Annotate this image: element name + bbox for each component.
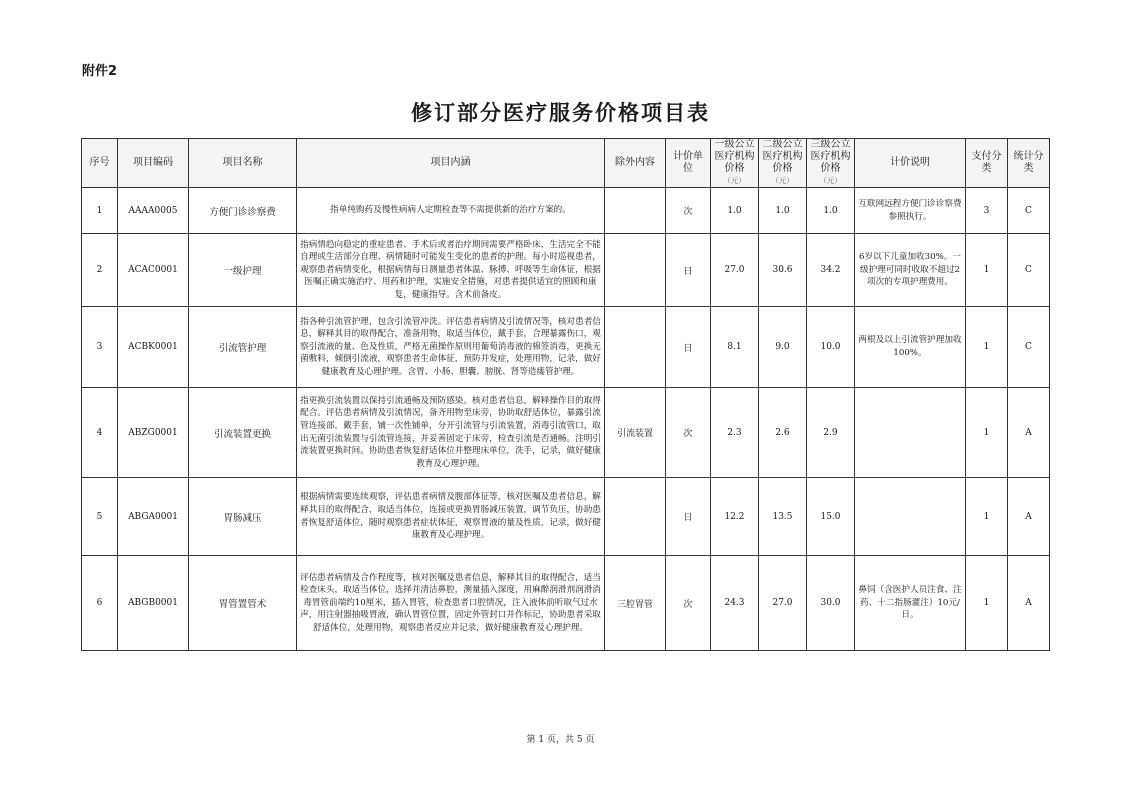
cell-price1: 2.3: [711, 388, 759, 478]
cell-note: 鼻饲（含医护人员注食、注药、十二指肠灌注）10元/日。: [855, 556, 966, 651]
cell-price1: 24.3: [711, 556, 759, 651]
price-table: [81, 138, 1050, 651]
cell-code: AAAA0005: [118, 188, 189, 234]
cell-note: [855, 388, 966, 478]
header-price2-label: 二级公立医疗机构价格: [762, 139, 803, 174]
cell-price2: 9.0: [759, 307, 807, 388]
cell-seq: 1: [82, 188, 118, 234]
header-stat: 统计分类: [1008, 139, 1050, 188]
cell-exclude: [605, 478, 666, 556]
header-price1: [711, 139, 759, 188]
cell-exclude: 引流装置: [605, 388, 666, 478]
page-footer: 第 1 页，共 5 页: [526, 735, 595, 745]
cell-unit: 次: [666, 388, 711, 478]
cell-price3: 10.0: [807, 307, 855, 388]
cell-name: 方便门诊诊察费: [189, 188, 297, 234]
cell-pay: 1: [966, 478, 1008, 556]
cell-code: ACAC0001: [118, 234, 189, 307]
cell-name: 一级护理: [189, 234, 297, 307]
cell-seq: 6: [82, 556, 118, 651]
cell-name: 胃管置管术: [189, 556, 297, 651]
cell-name: 胃肠减压: [189, 478, 297, 556]
cell-price2: 13.5: [759, 478, 807, 556]
cell-price1: 27.0: [711, 234, 759, 307]
table-row: [82, 307, 1050, 388]
header-exclude: 除外内容: [605, 139, 666, 188]
cell-content: 评估患者病情及合作程度等，核对医嘱及患者信息，解释其目的取得配合，适当检查床头，取适当体位，选择并清洁鼻腔，测量插入深度，用麻醉润滑剂润滑消毒胃管前端约10厘米，插入胃管，检查患者口腔情况，注入液体前听取气过水声，用注射器抽吸胃液，确认胃管位置，固定外管封口并作标记，协助患者采取舒适体位，处理用物，观察患者反应并记录，做好健康教育及心理护理。: [297, 556, 605, 651]
cell-pay: 1: [966, 307, 1008, 388]
header-pay: 支付分类: [966, 139, 1008, 188]
header-unit: 计价单位: [666, 139, 711, 188]
header-price2-unit: （元）: [771, 176, 794, 185]
cell-content: 指各种引流管护理，包含引流管冲洗。评估患者病情及引流情况等，核对患者信息，解释其目的取得配合，准备用物，取适当体位，戴手套，合理暴露伤口，观察引流液的量、色及性质，严格无菌操作原则用葡萄消毒液的棉签消毒，更换无菌敷料，倾倒引流液，观察患者生命体征，预防并发症，处理用物，记录，做好健康教育及心理护理。含胃、小肠、胆囊、膀胱、肾等造瘘管护理。: [297, 307, 605, 388]
table-row: [82, 388, 1050, 478]
cell-price2: 2.6: [759, 388, 807, 478]
cell-pay: 1: [966, 234, 1008, 307]
cell-pay: 3: [966, 188, 1008, 234]
cell-exclude: [605, 234, 666, 307]
header-price1-label: 一级公立医疗机构价格: [714, 139, 755, 174]
cell-content: 指病情趋向稳定的重症患者、手术后或者治疗期间需要严格卧床、生活完全不能自理或生活部分自理、病情随时可能发生变化的患者的护理。每小时巡视患者，观察患者病情变化，根据病情每日测量患者体温、脉搏、呼吸等生命体征，根据医嘱正确实施治疗、用药和护理，实施安全措施，对患者提供适宜的照顾和康复，健康指导。含术前备皮。: [297, 234, 605, 307]
header-price3: [807, 139, 855, 188]
header-row: [82, 139, 1050, 188]
cell-price1: 8.1: [711, 307, 759, 388]
cell-seq: 5: [82, 478, 118, 556]
header-note: 计价说明: [855, 139, 966, 188]
cell-unit: 次: [666, 188, 711, 234]
cell-seq: 2: [82, 234, 118, 307]
cell-code: ACBK0001: [118, 307, 189, 388]
cell-content: 指单纯购药及慢性病病人定期检查等不需提供新的治疗方案的。: [297, 188, 605, 234]
cell-content: 根据病情需要连续观察，评估患者病情及腹部体征等，核对医嘱及患者信息，解释其目的取得配合，取适当体位，连接或更换胃肠减压装置，调节负压，协助患者恢复舒适体位，随时观察患者症状体征，观察胃液的量及性质，记录，做好健康教育及心理护理。: [297, 478, 605, 556]
cell-exclude: [605, 188, 666, 234]
header-code: 项目编码: [118, 139, 189, 188]
attachment-label: 附件2: [82, 64, 118, 79]
cell-price2: 30.6: [759, 234, 807, 307]
header-price3-unit: （元）: [819, 176, 842, 185]
cell-stat: A: [1008, 388, 1050, 478]
cell-exclude: 三腔胃管: [605, 556, 666, 651]
cell-price1: 1.0: [711, 188, 759, 234]
table-row: [82, 234, 1050, 307]
cell-code: ABZG0001: [118, 388, 189, 478]
cell-pay: 1: [966, 388, 1008, 478]
cell-note: 两根及以上引流管护理加收100%。: [855, 307, 966, 388]
header-price1-unit: （元）: [723, 176, 746, 185]
cell-unit: 日: [666, 478, 711, 556]
cell-price3: 15.0: [807, 478, 855, 556]
cell-unit: 次: [666, 556, 711, 651]
cell-exclude: [605, 307, 666, 388]
cell-unit: 日: [666, 234, 711, 307]
cell-code: ABGB0001: [118, 556, 189, 651]
header-price2: [759, 139, 807, 188]
cell-note: 6岁以下儿童加收30%。一级护理可同时收取不超过2项次的专项护理费用。: [855, 234, 966, 307]
cell-pay: 1: [966, 556, 1008, 651]
cell-price1: 12.2: [711, 478, 759, 556]
cell-name: 引流装置更换: [189, 388, 297, 478]
table-row: [82, 478, 1050, 556]
page-title: 修订部分医疗服务价格项目表: [411, 101, 710, 125]
header-price3-label: 三级公立医疗机构价格: [810, 139, 851, 174]
cell-note: [855, 478, 966, 556]
header-seq: 序号: [82, 139, 118, 188]
cell-price3: 34.2: [807, 234, 855, 307]
table-row: [82, 556, 1050, 651]
cell-price3: 2.9: [807, 388, 855, 478]
cell-stat: C: [1008, 234, 1050, 307]
cell-price3: 1.0: [807, 188, 855, 234]
cell-stat: C: [1008, 307, 1050, 388]
cell-code: ABGA0001: [118, 478, 189, 556]
cell-stat: A: [1008, 556, 1050, 651]
cell-name: 引流管护理: [189, 307, 297, 388]
cell-stat: A: [1008, 478, 1050, 556]
cell-seq: 3: [82, 307, 118, 388]
header-content: 项目内涵: [297, 139, 605, 188]
cell-seq: 4: [82, 388, 118, 478]
cell-stat: C: [1008, 188, 1050, 234]
cell-unit: 日: [666, 307, 711, 388]
header-name: 项目名称: [189, 139, 297, 188]
table-row: [82, 188, 1050, 234]
cell-price2: 1.0: [759, 188, 807, 234]
cell-content: 指更换引流装置以保持引流通畅及预防感染。核对患者信息，解释操作目的取得配合。评估患者病情及引流情况，备齐用物至床旁，协助取舒适体位，暴露引流管连接部。戴手套，铺一次性铺单，分开引流管与引流装置，消毒引流管口，取出无菌引流装置与引流管连接，并妥善固定于床旁，检查引流是否通畅。注明引流装置更换时间。协助患者恢复舒适体位并整理床单位，洗手，记录，做好健康教育及心理护理。: [297, 388, 605, 478]
cell-price3: 30.0: [807, 556, 855, 651]
cell-note: 互联网远程方便门诊诊察费参照执行。: [855, 188, 966, 234]
cell-price2: 27.0: [759, 556, 807, 651]
